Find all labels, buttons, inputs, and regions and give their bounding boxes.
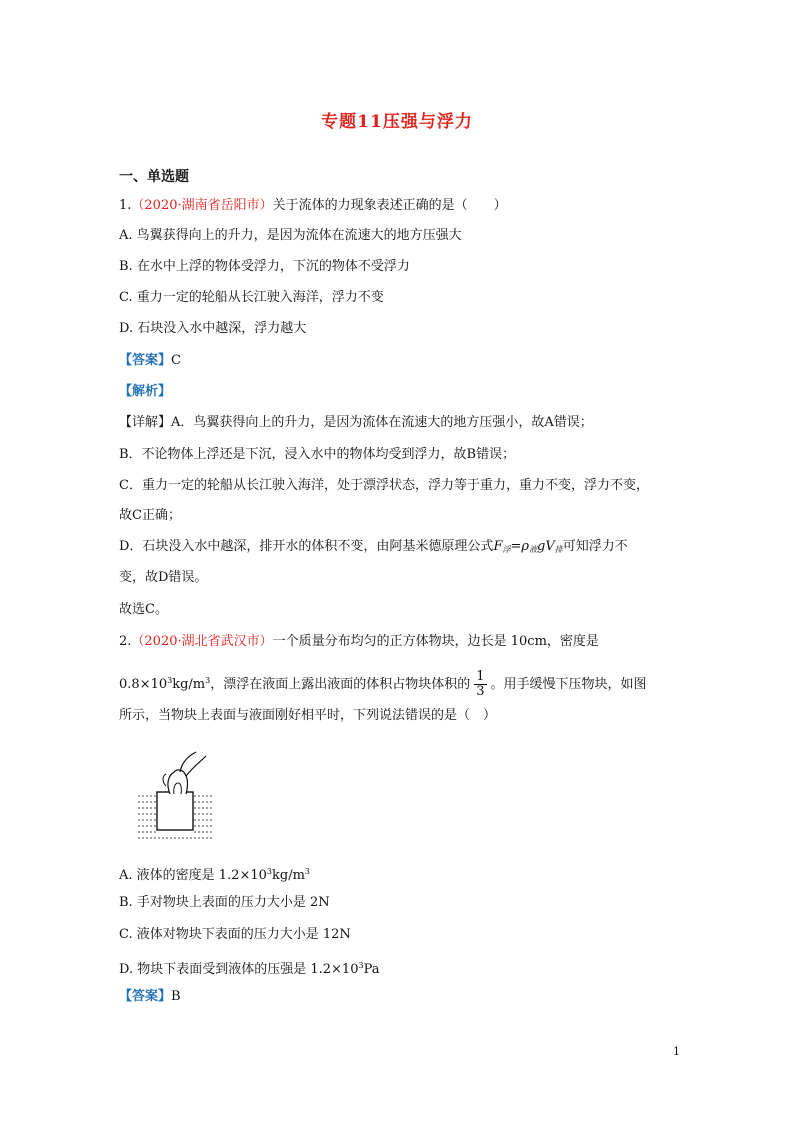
q2-stem-line3: 所示，当物块上表面与液面刚好相平时，下列说法错误的是（ ） xyxy=(119,708,497,723)
detail-d1-post: 可知浮力不 xyxy=(562,539,628,554)
q2-option-a: A. 液体的密度是 $1.2\times 10^3kg/m^3$ xyxy=(119,867,310,883)
q2-option-c: C. 液体对物块下表面的压力大小是 12N xyxy=(119,927,351,942)
page-title: 专题11压强与浮力 xyxy=(321,112,473,132)
answer-tag: 【答案】 xyxy=(119,989,172,1004)
section-heading: 一、单选题 xyxy=(119,169,189,185)
q1-option-c: C. 重力一定的轮船从长江驶入海洋，浮力不变 xyxy=(119,290,384,305)
detail-a-text: A．鸟翼获得向上的升力，是因为流体在流速大的地方压强小，故A错误； xyxy=(171,415,593,430)
q1-number: 1. xyxy=(119,198,132,213)
detail-d1-pre: D．石块没入水中越深，排开水的体积不变，由阿基米德原理公式 xyxy=(119,539,494,554)
q2-stem-line2: $0.8\times 10^3kg/m^3$，漂浮在液面上露出液面的体积占物块体积的 $\frac{1}{3}$ 。用手缓慢下压物块，如图 xyxy=(119,669,647,699)
q1-conclusion: 故选C。 xyxy=(119,602,168,617)
hand-pressing-cube-illustration xyxy=(136,750,216,850)
q1-detail-a xyxy=(119,413,593,433)
q1-option-d: D. 石块没入水中越深，浮力越大 xyxy=(119,321,307,336)
q1-analysis-tag xyxy=(119,382,171,402)
hand-cube-figure xyxy=(136,750,216,854)
fraction: $\frac{1}{3}$ xyxy=(476,669,485,699)
answer-tag: 【答案】 xyxy=(119,353,172,368)
formula: $F_浮=\rho_液gV_排$ xyxy=(493,539,563,554)
answer-value: B xyxy=(171,989,181,1004)
q1-option-a: A. 鸟翼获得向上的升力，是因为流体在流速大的地方压强大 xyxy=(119,228,462,243)
q2-stem1: 一个质量分布均匀的正方体物块，边长是 10cm，密度是 xyxy=(272,634,599,649)
q1-detail-d2: 变，故D错误。 xyxy=(119,570,208,585)
q1-stem-text: 关于流体的力现象表述正确的是（ ） xyxy=(272,198,507,213)
q1-detail-c1: C．重力一定的轮船从长江驶入海洋，处于漂浮状态，浮力等于重力，重力不变，浮力不变， xyxy=(119,478,649,493)
q2-stem-line1 xyxy=(119,632,599,652)
answer-value: C xyxy=(171,353,181,368)
q2-option-b: B. 手对物块上表面的压力大小是 2N xyxy=(119,895,330,910)
q1-detail-d1 xyxy=(119,537,628,560)
q2-number: 2. xyxy=(119,634,132,649)
q2-source: （2020·湖北省武汉市） xyxy=(131,634,273,649)
q2-answer xyxy=(119,987,181,1007)
q1-detail-b: B．不论物体上浮还是下沉，浸入水中的物体均受到浮力，故B错误； xyxy=(119,447,516,462)
analysis-tag: 【解析】 xyxy=(119,384,172,399)
q1-source: （2020·湖南省岳阳市） xyxy=(131,198,273,213)
q1-stem xyxy=(119,196,507,216)
q1-option-b: B. 在水中上浮的物体受浮力，下沉的物体不受浮力 xyxy=(119,259,410,274)
page-number: 1 xyxy=(673,1045,680,1058)
q2-option-d: D. 物块下表面受到液体的压强是 $1.2\times 10^3Pa$ xyxy=(119,961,380,977)
q1-detail-c2: 故C正确； xyxy=(119,508,181,523)
detail-tag: 【详解】 xyxy=(119,415,172,430)
q1-answer xyxy=(119,351,181,371)
